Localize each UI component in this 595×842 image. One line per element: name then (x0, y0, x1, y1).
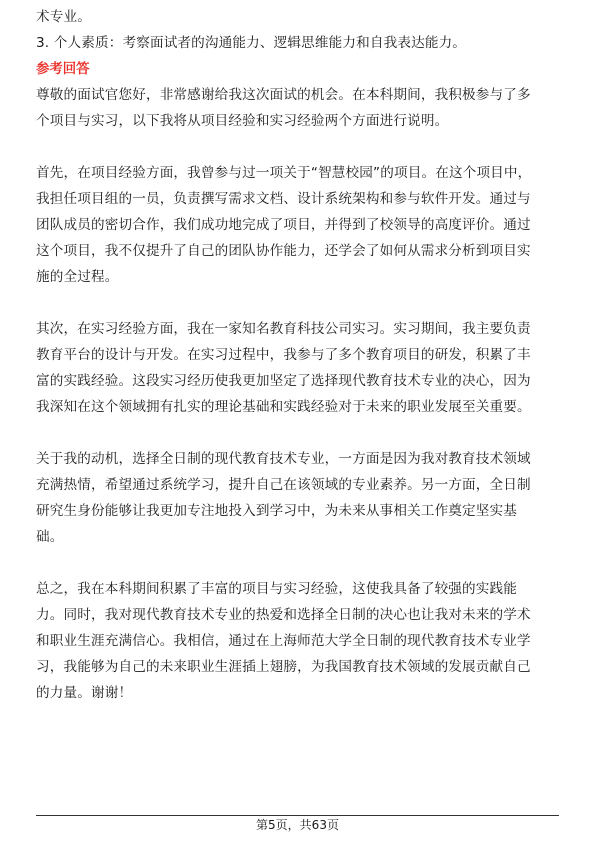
paragraph (36, 82, 560, 134)
paragraph-line: 富的实践经验。这段实习经历使我更加坚定了选择现代教育技术专业的决心，因为 (36, 373, 531, 389)
paragraph-line: 和职业生涯充满信心。我相信，通过在上海师范大学全日制的现代教育技术专业学 (36, 633, 531, 649)
paragraph-gap (36, 550, 560, 576)
paragraph-line: 关于我的动机，选择全日制的现代教育技术专业，一方面是因为我对教育技术领域 (36, 451, 531, 467)
paragraph-line: 尊敬的面试官您好，非常感谢给我这次面试的机会。在本科期间，我积极参与了多 (36, 87, 531, 103)
paragraph-line: 团队成员的密切合作，我们成功地完成了项目，并得到了校领导的高度评价。通过 (36, 217, 531, 233)
page-content (36, 4, 560, 706)
intro-line: 术专业。 (36, 9, 91, 25)
paragraph-line: 研究生身份能够让我更加专注地投入到学习中，为未来从事相关工作奠定坚实基 (36, 503, 518, 519)
paragraph-line: 个项目与实习，以下我将从项目经验和实习经验两个方面进行说明。 (36, 113, 449, 129)
paragraph (36, 576, 560, 706)
answer-heading: 参考回答 (36, 62, 90, 77)
paragraph-gap (36, 420, 560, 446)
paragraph-line: 首先，在项目经验方面，我曾参与过一项关于“智慧校园”的项目。在这个项目中， (36, 165, 532, 181)
paragraph-line: 教育平台的设计与开发。在实习过程中，我参与了多个教育项目的研发，积累了丰 (36, 347, 531, 363)
paragraph (36, 316, 560, 420)
paragraph-gap (36, 290, 560, 316)
paragraph-line: 充满热情，希望通过系统学习，提升自己在该领域的专业素养。另一方面，全日制 (36, 477, 531, 493)
paragraph-line: 总之，我在本科期间积累了丰富的项目与实习经验，这使我具备了较强的实践能 (36, 581, 518, 597)
intro-line: 3. 个人素质：考察面试者的沟通能力、逻辑思维能力和自我表达能力。 (36, 35, 467, 51)
paragraph-line: 其次，在实习经验方面，我在一家知名教育科技公司实习。实习期间，我主要负责 (36, 321, 531, 337)
paragraph-line: 施的全过程。 (36, 269, 119, 285)
paragraph-gap (36, 134, 560, 160)
paragraph-line: 习，我能够为自己的未来职业生涯插上翅膀，为我国教育技术领域的发展贡献自己 (36, 659, 531, 675)
page-number: 第5页，共63页 (256, 818, 339, 832)
paragraph-line: 这个项目，我不仅提升了自己的团队协作能力，还学会了如何从需求分析到项目实 (36, 243, 531, 259)
paragraph-line: 力。同时，我对现代教育技术专业的热爱和选择全日制的决心也让我对未来的学术 (36, 607, 531, 623)
paragraph-line: 础。 (36, 529, 64, 545)
footer-divider (36, 815, 559, 816)
paragraph-line: 我深知在这个领域拥有扎实的理论基础和实践经验对于未来的职业发展至关重要。 (36, 399, 531, 415)
paragraph-line: 的力量。谢谢！ (36, 685, 133, 701)
paragraph (36, 446, 560, 550)
intro-block (36, 4, 560, 56)
paragraph (36, 160, 560, 290)
paragraph-line: 我担任项目组的一员，负责撰写需求文档、设计系统架构和参与软件开发。通过与 (36, 191, 531, 207)
